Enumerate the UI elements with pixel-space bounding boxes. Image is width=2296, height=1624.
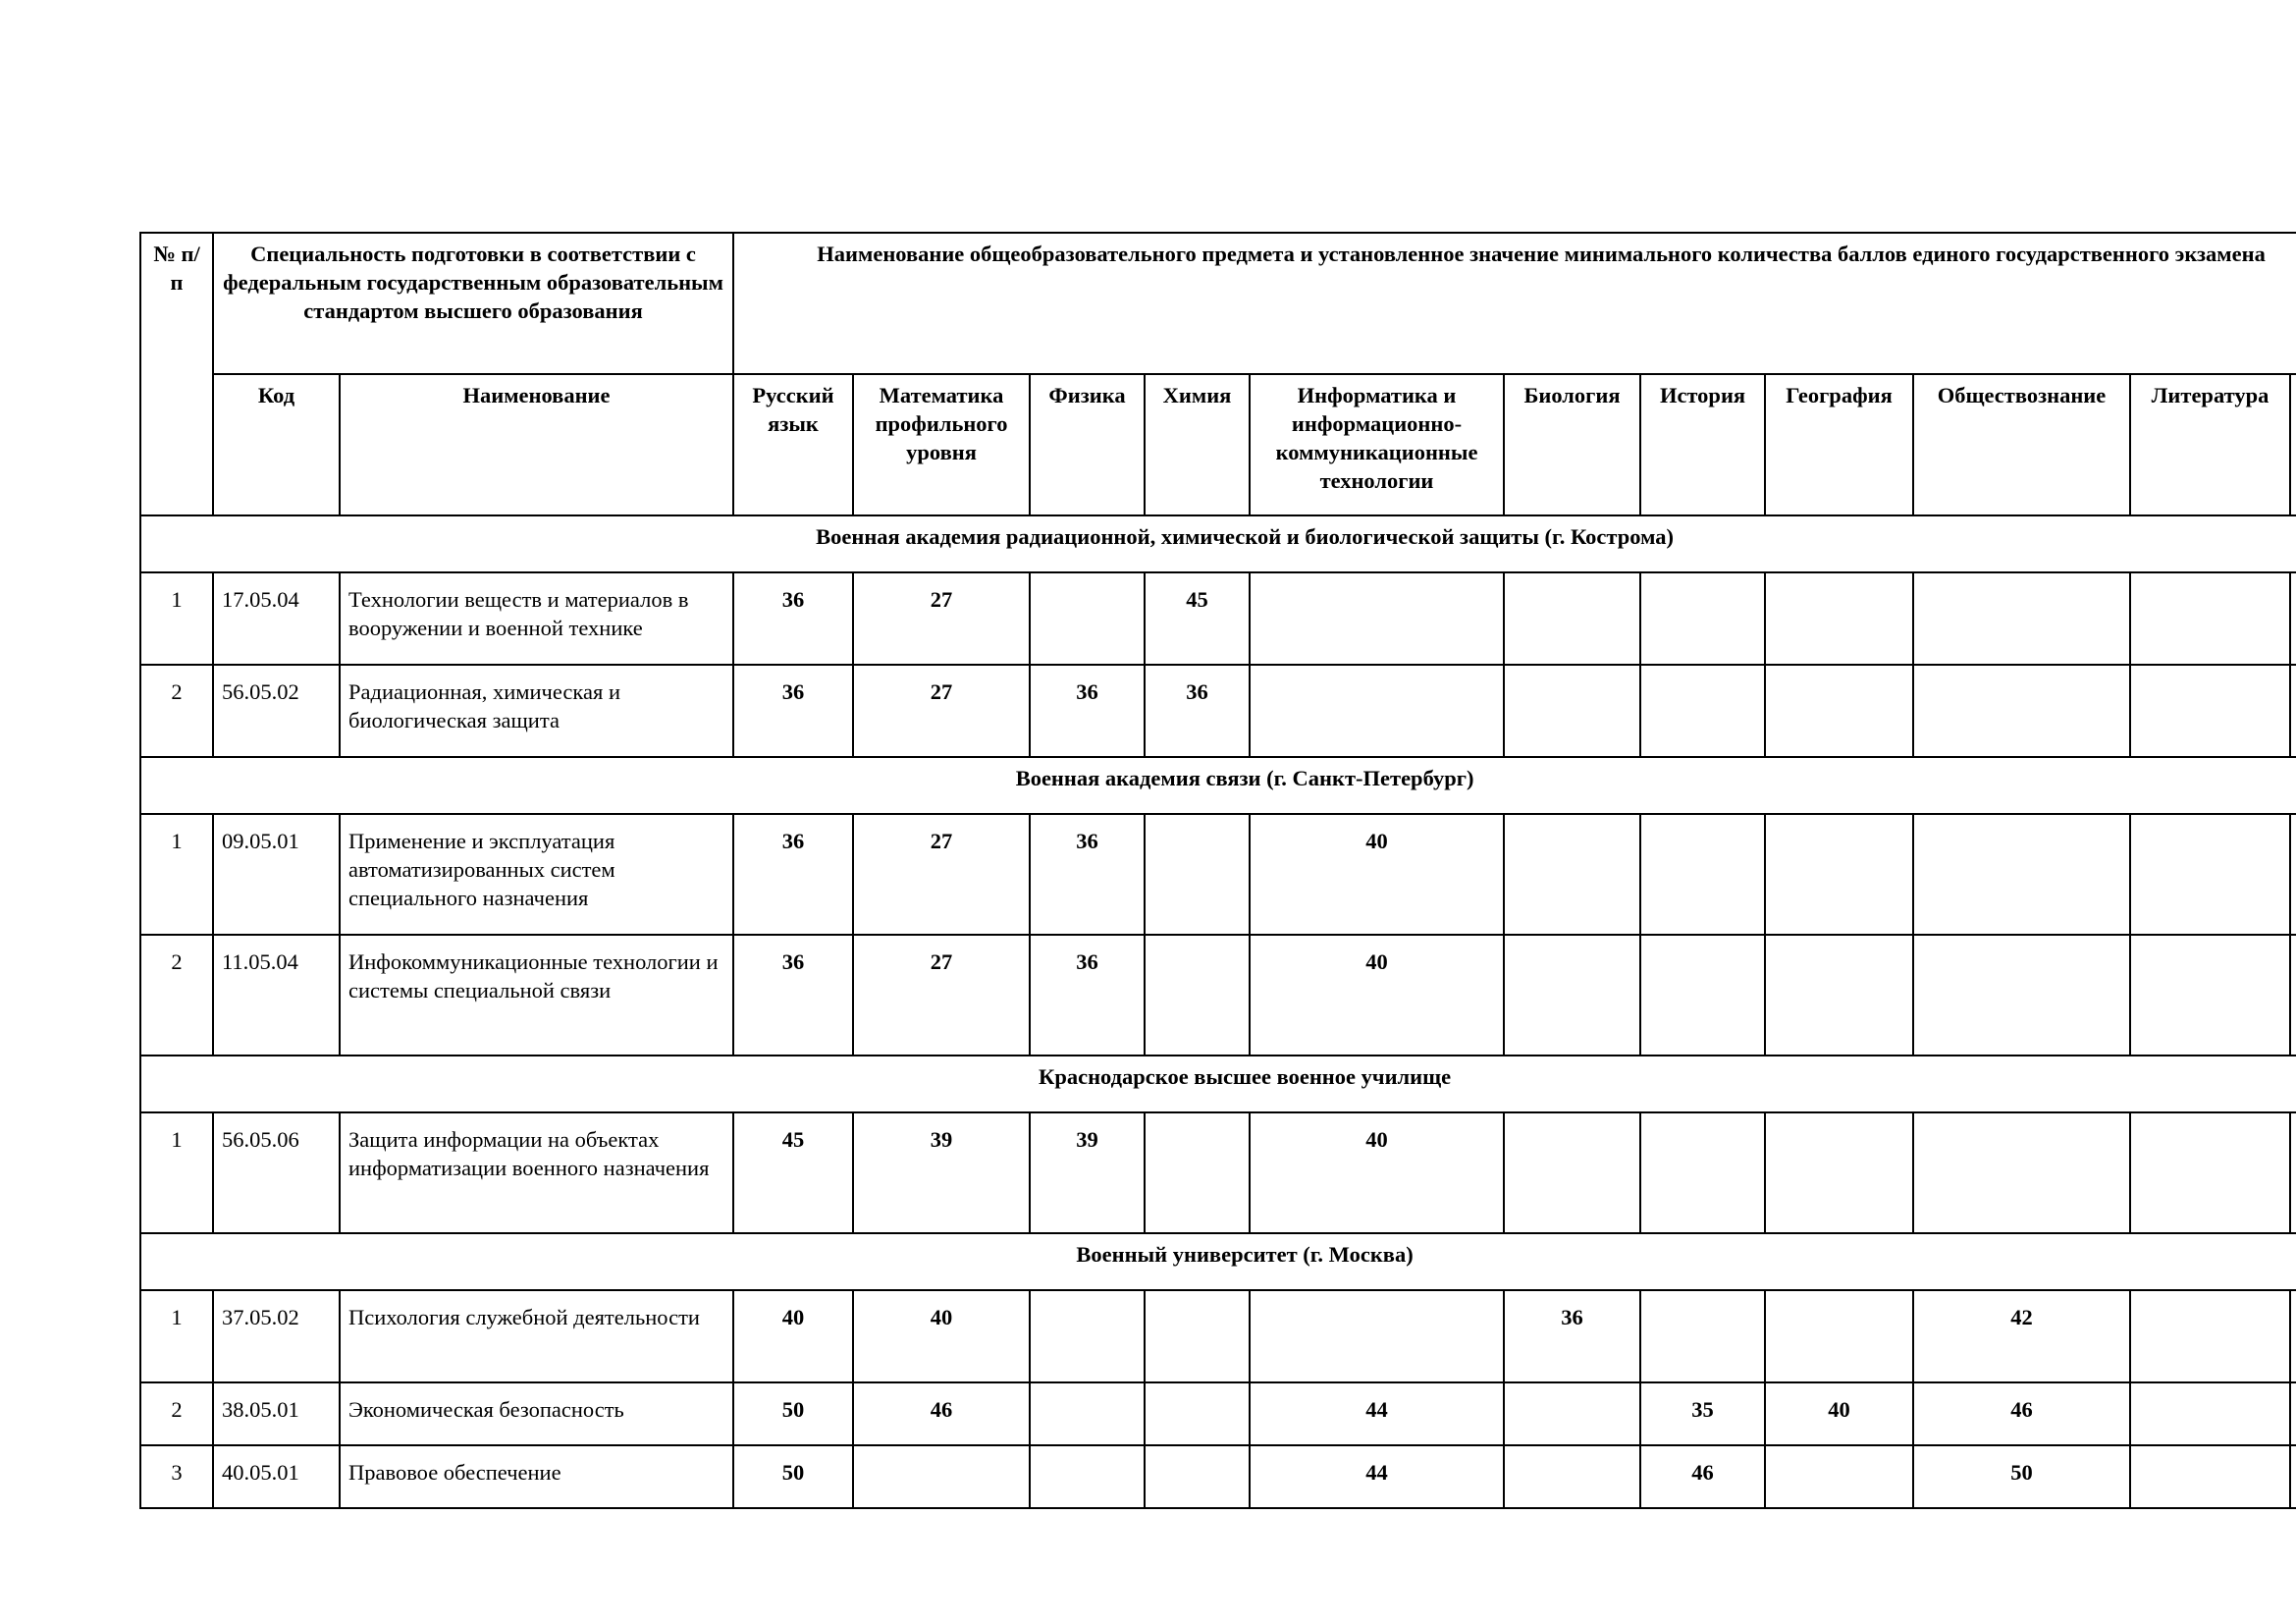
specialty-code: 09.05.01 (213, 814, 340, 935)
row-number: 2 (140, 935, 213, 1056)
score-cell (1640, 814, 1765, 935)
score-cell-extra (2290, 935, 2296, 1056)
score-cell (1145, 1445, 1250, 1508)
score-cell: 44 (1250, 1382, 1504, 1445)
table-row (140, 814, 2296, 935)
row-number: 1 (140, 1290, 213, 1382)
score-cell (2130, 1445, 2290, 1508)
section-header-row (140, 515, 2296, 572)
score-cell: 45 (1145, 572, 1250, 665)
section-header-row (140, 1056, 2296, 1112)
score-cell (1913, 1112, 2130, 1233)
header-subject: Обществознание (1913, 374, 2130, 515)
table-row (140, 665, 2296, 757)
score-cell (1504, 935, 1640, 1056)
section-title: Военная академия связи (г. Санкт-Петербург) (140, 757, 2296, 814)
score-cell (1504, 1112, 1640, 1233)
score-cell: 50 (1913, 1445, 2130, 1508)
score-cell (1913, 572, 2130, 665)
score-cell (1250, 1290, 1504, 1382)
score-cell (2130, 1290, 2290, 1382)
score-cell-extra (2290, 1290, 2296, 1382)
table-row (140, 572, 2296, 665)
score-cell (853, 1445, 1030, 1508)
score-cell (1145, 814, 1250, 935)
row-number: 2 (140, 1382, 213, 1445)
header-subject-extra (2290, 374, 2296, 515)
score-cell (1030, 1382, 1145, 1445)
section-title: Военный университет (г. Москва) (140, 1233, 2296, 1290)
score-cell: 39 (1030, 1112, 1145, 1233)
row-number: 3 (140, 1445, 213, 1508)
score-cell (2130, 814, 2290, 935)
score-cell (1913, 935, 2130, 1056)
score-cell: 50 (733, 1445, 853, 1508)
score-cell: 39 (853, 1112, 1030, 1233)
header-subject: Математика профильного уровня (853, 374, 1030, 515)
specialty-code: 11.05.04 (213, 935, 340, 1056)
row-number: 1 (140, 1112, 213, 1233)
header-subject: География (1765, 374, 1913, 515)
score-cell: 36 (733, 665, 853, 757)
score-cell: 45 (733, 1112, 853, 1233)
score-cell (1145, 1112, 1250, 1233)
score-cell (1504, 814, 1640, 935)
header-subject: Русский язык (733, 374, 853, 515)
header-code: Код (213, 374, 340, 515)
score-cell (1030, 572, 1145, 665)
score-cell: 27 (853, 665, 1030, 757)
score-cell: 50 (733, 1382, 853, 1445)
score-cell: 42 (1913, 1290, 2130, 1382)
score-cell-extra (2290, 665, 2296, 757)
score-cell (1640, 1290, 1765, 1382)
score-cell-extra (2290, 814, 2296, 935)
table-row (140, 1112, 2296, 1233)
specialty-code: 56.05.06 (213, 1112, 340, 1233)
table-body (140, 515, 2296, 1508)
row-number: 2 (140, 665, 213, 757)
score-cell (1030, 1290, 1145, 1382)
header-subject: Биология (1504, 374, 1640, 515)
table-row (140, 1382, 2296, 1445)
specialty-code: 38.05.01 (213, 1382, 340, 1445)
score-cell (1504, 1382, 1640, 1445)
score-cell (1640, 572, 1765, 665)
score-cell: 27 (853, 814, 1030, 935)
score-cell: 40 (1250, 1112, 1504, 1233)
score-cell-extra (2290, 1382, 2296, 1445)
section-title: Краснодарское высшее военное училище (140, 1056, 2296, 1112)
specialty-name: Радиационная, химическая и биологическая защита (340, 665, 733, 757)
specialty-name: Экономическая безопасность (340, 1382, 733, 1445)
score-cell (1504, 665, 1640, 757)
score-cell (1765, 935, 1913, 1056)
score-cell (2130, 1112, 2290, 1233)
score-cell: 36 (733, 814, 853, 935)
score-cell (2130, 935, 2290, 1056)
score-cell: 46 (1913, 1382, 2130, 1445)
score-cell: 40 (853, 1290, 1030, 1382)
score-cell: 40 (1765, 1382, 1913, 1445)
specialty-name: Инфокоммуникационные технологии и системы специальной связи (340, 935, 733, 1056)
score-cell: 36 (1030, 935, 1145, 1056)
score-cell-extra (2290, 572, 2296, 665)
header-name: Наименование (340, 374, 733, 515)
score-cell (1640, 935, 1765, 1056)
score-cell-extra (2290, 1112, 2296, 1233)
score-cell (1250, 665, 1504, 757)
header-num: № п/п (140, 233, 213, 515)
header-specialty: Специальность подготовки в соответствии с федеральным государственным образовательным стандартом высшего образования (213, 233, 733, 374)
score-cell: 36 (1504, 1290, 1640, 1382)
score-cell (2130, 665, 2290, 757)
score-cell (1765, 665, 1913, 757)
specialty-name: Защита информации на объектах информатизации военного назначения (340, 1112, 733, 1233)
score-cell (1250, 572, 1504, 665)
score-cell: 46 (1640, 1445, 1765, 1508)
score-cell (1504, 1445, 1640, 1508)
header-subject: Физика (1030, 374, 1145, 515)
table-row (140, 935, 2296, 1056)
specialty-code: 56.05.02 (213, 665, 340, 757)
section-header-row (140, 757, 2296, 814)
specialty-name: Правовое обеспечение (340, 1445, 733, 1508)
score-cell: 27 (853, 935, 1030, 1056)
header-subject: История (1640, 374, 1765, 515)
score-cell (1765, 1445, 1913, 1508)
score-cell (1913, 814, 2130, 935)
specialty-code: 17.05.04 (213, 572, 340, 665)
score-cell: 36 (1145, 665, 1250, 757)
header-subjects-group: Наименование общеобразовательного предмета и установленное значение минимального количества баллов единого государственного экзамена (733, 233, 2296, 374)
score-cell (1765, 1290, 1913, 1382)
score-cell (1765, 572, 1913, 665)
score-cell (1640, 1112, 1765, 1233)
score-cell-extra (2290, 1445, 2296, 1508)
score-cell (1504, 572, 1640, 665)
score-cell: 40 (1250, 935, 1504, 1056)
score-cell: 40 (733, 1290, 853, 1382)
header-subject: Литература (2130, 374, 2290, 515)
score-cell (1765, 814, 1913, 935)
score-cell: 36 (1030, 814, 1145, 935)
header-subject: Химия (1145, 374, 1250, 515)
specialty-code: 37.05.02 (213, 1290, 340, 1382)
table-row (140, 1290, 2296, 1382)
score-cell: 40 (1250, 814, 1504, 935)
score-cell: 27 (853, 572, 1030, 665)
score-cell: 46 (853, 1382, 1030, 1445)
section-header-row (140, 1233, 2296, 1290)
score-cell (1030, 1445, 1145, 1508)
score-cell (1913, 665, 2130, 757)
score-cell (1145, 935, 1250, 1056)
score-cell (1145, 1290, 1250, 1382)
score-cell (1640, 665, 1765, 757)
score-cell: 44 (1250, 1445, 1504, 1508)
specialty-name: Применение и эксплуатация автоматизированных систем специального назначения (340, 814, 733, 935)
row-number: 1 (140, 814, 213, 935)
score-cell (2130, 1382, 2290, 1445)
score-cell (1145, 1382, 1250, 1445)
score-cell: 35 (1640, 1382, 1765, 1445)
specialty-code: 40.05.01 (213, 1445, 340, 1508)
exam-scores-table (139, 232, 2296, 1509)
score-cell (1765, 1112, 1913, 1233)
score-cell (2130, 572, 2290, 665)
header-subject: Информатика и информационно-коммуникационные технологии (1250, 374, 1504, 515)
specialty-name: Психология служебной деятельности (340, 1290, 733, 1382)
score-cell: 36 (733, 572, 853, 665)
row-number: 1 (140, 572, 213, 665)
score-cell: 36 (1030, 665, 1145, 757)
score-cell: 36 (733, 935, 853, 1056)
section-title: Военная академия радиационной, химической и биологической защиты (г. Кострома) (140, 515, 2296, 572)
table-row (140, 1445, 2296, 1508)
specialty-name: Технологии веществ и материалов в вооружении и военной технике (340, 572, 733, 665)
